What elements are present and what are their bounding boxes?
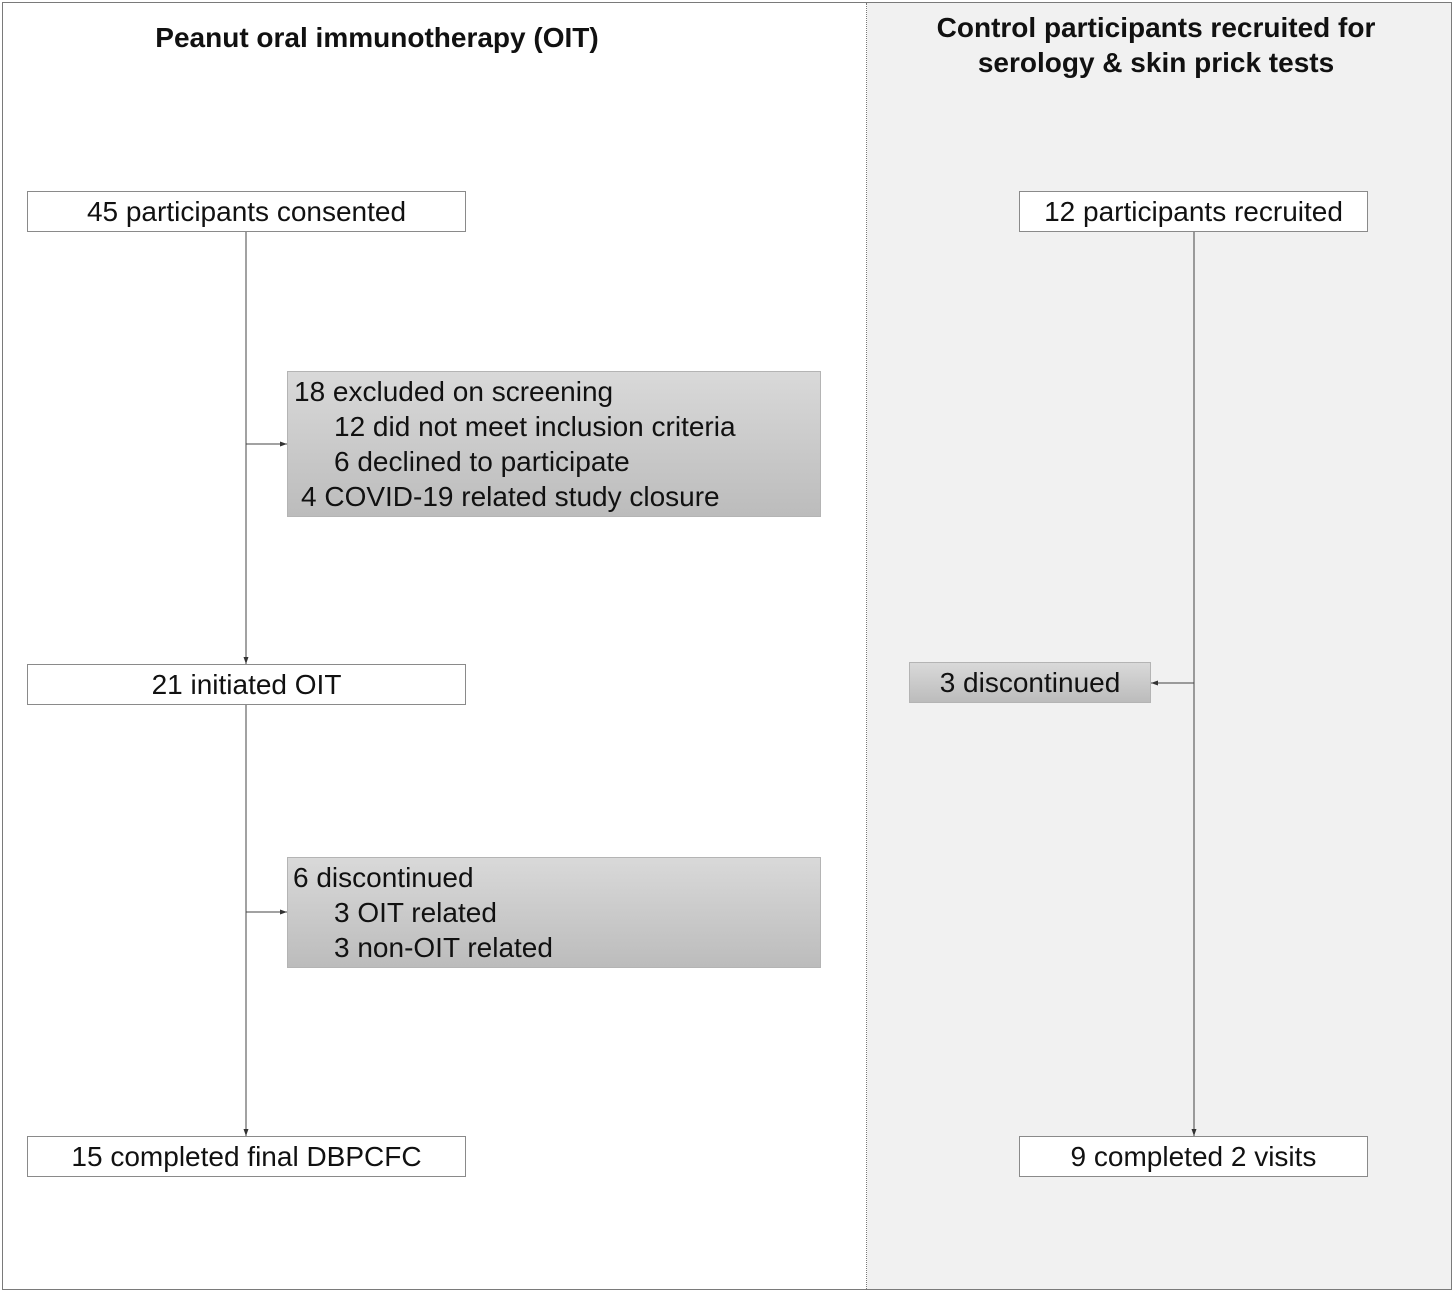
- consented-text: 45 participants consented: [86, 195, 407, 227]
- recruited-text: 12 participants recruited: [1044, 195, 1343, 227]
- oit-discontinued-non-related: 3 non-OIT related: [334, 932, 553, 963]
- control-title-line-1: Control participants recruited for: [936, 12, 1376, 43]
- oit-discontinued-header: 6 discontinued: [293, 862, 474, 893]
- completed-visits-box: [1019, 1136, 1368, 1177]
- completed-dbpcfc-text: 15 completed final DBPCFC: [71, 1140, 422, 1172]
- initiated-text: 21 initiated OIT: [151, 668, 342, 700]
- excluded-reason-criteria: 12 did not meet inclusion criteria: [334, 411, 736, 442]
- recruited-box: [1019, 191, 1368, 232]
- completed-visits-text: 9 completed 2 visits: [1070, 1140, 1317, 1172]
- excluded-reason-covid: 4 COVID-19 related study closure: [301, 481, 720, 512]
- oit-column-title: Peanut oral immunotherapy (OIT): [155, 22, 599, 53]
- control-discontinued-text: 3 discontinued: [939, 667, 1121, 698]
- control-column-title: [880, 10, 1432, 80]
- excluded-reason-declined: 6 declined to participate: [334, 446, 630, 477]
- excluded-box: [287, 371, 821, 517]
- excluded-header: 18 excluded on screening: [294, 376, 614, 407]
- oit-discontinued-box: [287, 857, 821, 968]
- completed-dbpcfc-box: [27, 1136, 466, 1177]
- consented-box: [27, 191, 466, 232]
- oit-discontinued-related: 3 OIT related: [334, 897, 497, 928]
- control-discontinued-box: [909, 662, 1151, 703]
- initiated-box: [27, 664, 466, 705]
- control-title-line-2: serology & skin prick tests: [977, 47, 1335, 78]
